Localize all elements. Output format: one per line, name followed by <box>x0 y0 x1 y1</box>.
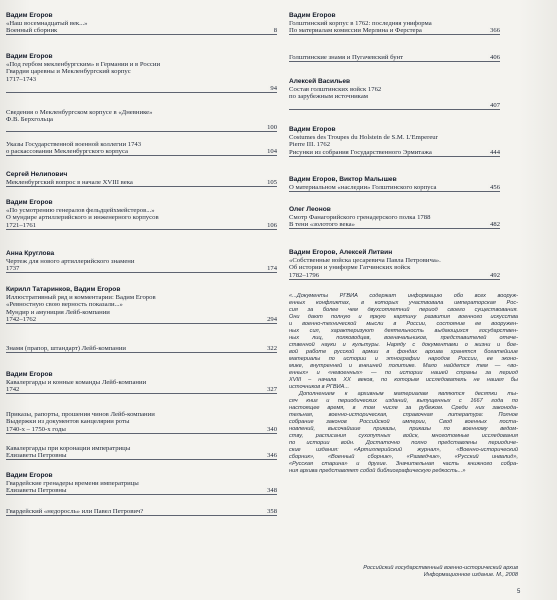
toc-entry <box>6 286 277 345</box>
quote-line: ские издания: «Артиллерийский журнал», «Военно-исторический <box>289 446 518 453</box>
page-number: 5 <box>517 589 521 595</box>
toc-entry <box>6 109 277 141</box>
entry-author: Вадим Егоров <box>6 53 53 60</box>
entry-title: Гвардия царевны и Мекленбургский корпус <box>6 68 131 76</box>
entry-page-number: 174 <box>267 265 277 273</box>
entry-author: Вадим Егоров <box>6 199 53 206</box>
toc-entry <box>6 250 277 286</box>
quote-line: материалы по истории и этнографии народов России, ее эконо- <box>289 355 518 362</box>
entry-title: О мундире артиллерийского и инженерного корпусов <box>6 214 159 222</box>
entry-author: Вадим Егоров <box>6 12 53 19</box>
entry-author: Алексей Васильев <box>289 78 351 85</box>
entry-title: Выдержки из документов канцелярии роты <box>6 418 130 426</box>
toc-entry <box>6 12 277 53</box>
entry-page-number: 358 <box>267 508 277 515</box>
toc-entry <box>289 206 500 249</box>
toc-entry <box>6 371 277 411</box>
quote-line: ния архива представляет собой библиографическую редкость...» <box>289 467 466 474</box>
quote-line: ству, расписания сухопутных войск, многотомные исследования <box>289 432 518 439</box>
entry-title: Мекленбургский вопрос в начале XVIII века <box>6 179 133 186</box>
entry-title: Голштинские знамя и Пугачевский бунт <box>289 54 404 61</box>
entry-title: Указы Государственной военной коллегии 1743 <box>6 141 142 148</box>
entry-title: Кавалергарды при коронации императрицы <box>6 445 131 452</box>
entry-author: Вадим Егоров, Алексей Литвин <box>289 249 393 256</box>
entry-page-number: 456 <box>490 184 500 191</box>
toc-entry <box>6 53 277 109</box>
quote-line: енных конфликтах, в которых участвовала императорская Рос- <box>289 299 518 306</box>
entry-title: Гвардейский «недоросль» или Павел Петрович? <box>6 508 144 515</box>
quote-line: сия за более чем двухсотлетний период своего существования. <box>289 306 518 313</box>
toc-entry <box>6 345 277 371</box>
contents-right-column <box>289 12 500 294</box>
quote-source <box>289 565 518 579</box>
entry-author: Кирилл Татаринков, Вадим Егоров <box>6 286 121 293</box>
entry-page-number: 366 <box>490 27 500 35</box>
entry-title: Знамя (прапор, штандарт) Лейб-компании <box>6 345 126 352</box>
entry-title: Иллюстративный ряд и комментарии: Вадим Егоров <box>6 294 156 301</box>
quote-line: и военно-технической мысли в России, состояние ее вооружен- <box>289 320 518 327</box>
entry-title: 1717–1743 <box>6 75 37 83</box>
entry-title: «Собственные войска цесаревича Павла Петровича». <box>289 257 441 264</box>
entry-title: «Наш восемнадцатый век...» <box>6 20 88 27</box>
entry-page-number: 94 <box>270 85 277 93</box>
entry-page-number: 106 <box>267 221 277 229</box>
quote-line: вой работе русской армии в фондах архива хранятся богатейшие <box>289 348 518 355</box>
quote-line: источников в РГВИА... <box>289 383 350 390</box>
entry-title: 1782–1796 <box>289 271 320 279</box>
entry-title: Pierre III. 1762 <box>289 141 331 149</box>
entry-page-number: 444 <box>490 148 500 156</box>
entry-page-number: 104 <box>267 148 277 156</box>
entry-title: «Ревностную свою верность показали...» <box>6 301 123 309</box>
entry-title: 1721–1761 <box>6 221 37 229</box>
toc-entry <box>6 171 277 199</box>
toc-entry <box>289 249 500 294</box>
entry-page-number: 407 <box>490 101 500 109</box>
quote-line: ных сил, характеризуют деятельность выдающихся государствен- <box>289 327 518 334</box>
toc-entry <box>289 78 500 126</box>
entry-author: Вадим Егоров <box>289 12 336 19</box>
quote-line: сборник», «Военный сборник», «Разведчик», «Русский инвалид», <box>289 453 518 460</box>
entry-page-number: 8 <box>273 27 277 35</box>
quote-line: тельная, военно-историческая, справочная литература: Полное <box>289 411 518 418</box>
archive-quote <box>289 293 518 475</box>
entry-author: Вадим Егоров <box>289 126 336 133</box>
quote-line: «...Документы РГВИА содержат информацию обо всех вооруж- <box>289 293 518 299</box>
toc-entry <box>289 12 500 54</box>
entry-page-number: 348 <box>267 487 277 495</box>
quote-line: новлений, высочайшие приказы, приказы по военному ведом- <box>289 425 518 432</box>
entry-page-number: 105 <box>267 179 277 186</box>
quote-line: Дополнением к архивным материалам являются десятки ты- <box>299 390 518 397</box>
contents-left-column <box>6 12 277 522</box>
entry-page-number: 340 <box>267 425 277 433</box>
quote-line: енных» и «невоенных» — по истории нашей страны за период <box>289 369 518 376</box>
entry-page-number: 322 <box>267 345 277 352</box>
entry-title: Об истории и униформе Гатчинских войск <box>289 264 411 272</box>
quote-line: настоящее время, в том числе за рубежом. Среди них законода- <box>289 404 518 411</box>
entry-author: Анна Круглова <box>6 250 55 257</box>
quote-line: мике, внутренней и внешней политике. Мало найдется тем — «во- <box>289 362 518 369</box>
toc-entry <box>6 445 277 472</box>
toc-entry <box>6 472 277 508</box>
entry-title: В тени «золотого века» <box>289 221 355 229</box>
entry-page-number: 100 <box>267 123 277 131</box>
entry-title: Приказы, рапорты, прошения чинов Лейб-компании <box>6 411 155 418</box>
entry-author: Вадим Егоров <box>6 472 53 479</box>
entry-title: о раскассовании Мекленбургского корпуса <box>6 148 129 156</box>
quote-line: по истории войн. Достаточно полно представлены периодиче- <box>289 439 518 446</box>
quote-line: XVIII – начала XX веков, по которым исследователь не нашел бы <box>289 376 518 383</box>
entry-title: Елизаветы Петровны <box>6 452 67 460</box>
entry-page-number: 346 <box>267 452 277 460</box>
entry-title: Елизаветы Петровны <box>6 487 67 495</box>
entry-author: Вадим Егоров <box>6 371 53 378</box>
entry-title: Голштинский корпус в 1762: последняя униформа <box>289 20 432 27</box>
entry-title: «По усмотрению генералов фельдцейхмейстеров...» <box>6 207 155 214</box>
entry-title: 1742–1762 <box>6 316 37 324</box>
toc-entry <box>6 411 277 445</box>
entry-author: Олег Леонов <box>289 206 331 213</box>
entry-title: Мундир и амуниция Лейб-компании <box>6 308 110 316</box>
entry-title: Кавалергарды и конные команды Лейб-компании <box>6 379 147 386</box>
toc-entry <box>6 199 277 250</box>
toc-entry <box>289 176 500 206</box>
quote-line: «Русская старина» и другие. Значительная часть книжного собра- <box>289 460 518 467</box>
source-line: Российский государственный военно-исторический архив <box>363 565 518 571</box>
entry-page-number: 406 <box>490 54 500 61</box>
entry-title: Чертеж для нового артиллерийского знамени <box>6 258 135 265</box>
entry-title: Costumes des Troupes du Holstein de S.M. L'Empereur <box>289 134 438 141</box>
toc-entry <box>6 508 277 522</box>
entry-title: 1737 <box>6 265 20 273</box>
entry-title: По материалам комиссии Мерлина и Ферстера <box>289 27 422 35</box>
entry-title: по зарубежным источникам <box>289 93 369 101</box>
entry-page-number: 294 <box>267 316 277 324</box>
entry-author: Вадим Егоров, Виктор Малышев <box>289 176 397 183</box>
entry-title: Состав голштинских войск 1762 <box>289 86 382 93</box>
quote-line: собрание законов Российской империи, Свод военных поста- <box>289 418 518 425</box>
entry-page-number: 327 <box>267 386 277 394</box>
quote-line: сяч книг и периодических изданий, выпущенных с 1667 года по <box>289 397 518 404</box>
source-line: Информационное издание. М., 2008 <box>423 572 518 578</box>
entry-title: Сведения о Мекленбургском корпусе в «Дневнике» <box>6 109 153 116</box>
quote-line: ных лиц, полководцев, военачальников, представителей отече- <box>289 334 518 341</box>
quote-line: ственной науки и культуры. Наряду с документами о жизни и бое- <box>289 341 518 348</box>
quote-line: Они дают полную и яркую картину развития военного искусства <box>289 313 518 320</box>
entry-title: Гвардейские гренадеры времени императрицы <box>6 480 139 487</box>
entry-title: 1740-х – 1750-х годы <box>6 425 66 433</box>
entry-title: «Под гербом мекленбургским» в Германии и в России <box>6 61 161 68</box>
entry-page-number: 482 <box>490 221 500 229</box>
entry-title: Военный сборник <box>6 27 58 35</box>
toc-entry <box>289 54 500 78</box>
entry-title: 1742 <box>6 386 20 394</box>
toc-entry <box>289 126 500 176</box>
entry-title: Рисунки из собрания Государственного Эрмитажа <box>289 148 432 156</box>
entry-title: О материальном «наследии» Голштинского корпуса <box>289 184 437 191</box>
entry-title: Ф.В. Берхгольца <box>6 116 54 124</box>
entry-author: Сергей Нелипович <box>6 171 68 178</box>
entry-page-number: 492 <box>490 271 500 279</box>
toc-entry <box>6 141 277 171</box>
entry-title: Смотр Фанагорийского гренадерского полка 1788 <box>289 214 431 221</box>
